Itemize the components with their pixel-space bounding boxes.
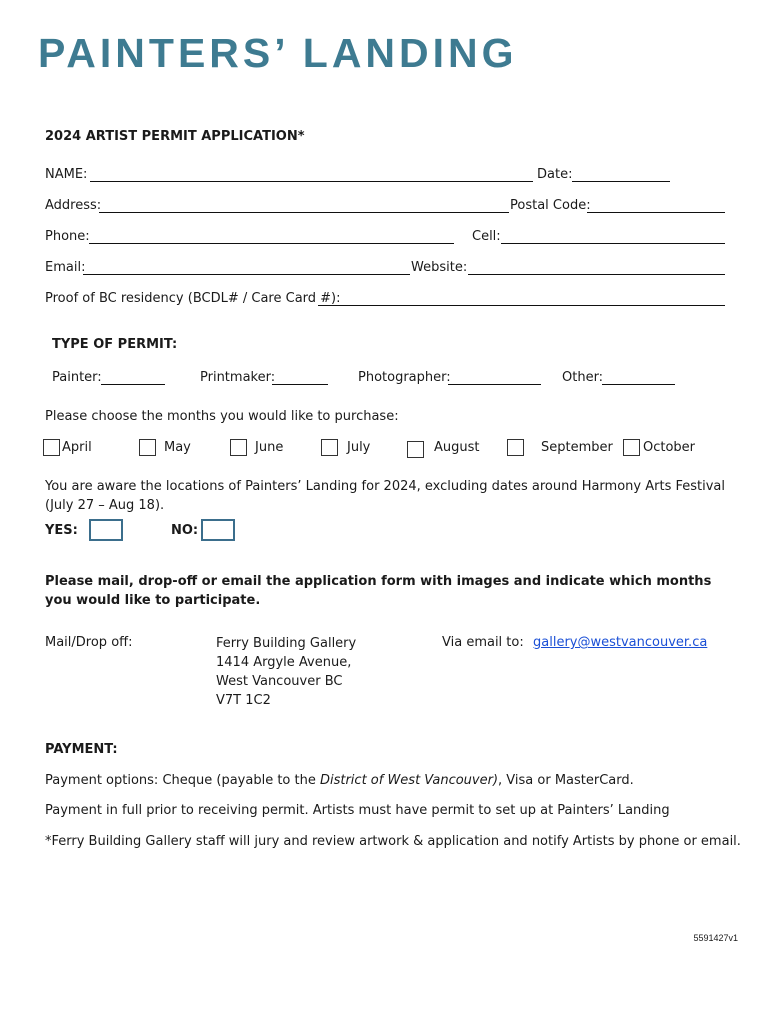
proof-residency-field[interactable] [318, 305, 725, 306]
date-label: Date: [537, 167, 573, 182]
address-field[interactable] [99, 212, 509, 213]
mailing-address [216, 634, 356, 710]
gallery-email-link[interactable]: gallery@westvancouver.ca [533, 635, 708, 650]
date-field[interactable] [572, 181, 670, 182]
address-line: V7T 1C2 [216, 693, 271, 708]
other-field[interactable] [602, 384, 675, 385]
email-to-label: Via email to: [442, 635, 524, 650]
printmaker-field[interactable] [272, 384, 328, 385]
payment-heading: PAYMENT: [45, 742, 118, 757]
june-checkbox[interactable] [230, 439, 247, 456]
payment-options [45, 773, 634, 789]
postal-code-field[interactable] [587, 212, 725, 213]
august-checkbox[interactable] [407, 441, 424, 458]
cell-label: Cell: [472, 229, 501, 244]
form-title: 2024 ARTIST PERMIT APPLICATION* [45, 129, 305, 144]
payment-options-text: Payment options: Cheque (payable to the [45, 773, 320, 788]
yes-checkbox[interactable] [89, 519, 123, 541]
yes-label: YES: [45, 523, 78, 538]
email-field[interactable] [83, 274, 410, 275]
payment-payee: District of West Vancouver) [319, 773, 499, 788]
april-checkbox[interactable] [43, 439, 60, 456]
october-label: October [643, 440, 696, 455]
address-line: 1414 Argyle Avenue, [216, 655, 352, 670]
no-checkbox[interactable] [201, 519, 235, 541]
address-line: West Vancouver BC [216, 674, 343, 689]
months-prompt: Please choose the months you would like to purchase: [45, 409, 399, 424]
address-line: Ferry Building Gallery [216, 636, 357, 651]
painter-label: Painter: [52, 370, 102, 385]
photographer-label: Photographer: [358, 370, 451, 385]
payment-full-note: Payment in full prior to receiving permit. Artists must have permit to set up at Painters’ Landing [45, 803, 670, 818]
may-label: May [164, 440, 191, 455]
email-label: Email: [45, 260, 86, 275]
name-field[interactable] [90, 181, 533, 182]
october-checkbox[interactable] [623, 439, 640, 456]
address-label: Address: [45, 198, 102, 213]
photographer-field[interactable] [448, 384, 541, 385]
july-checkbox[interactable] [321, 439, 338, 456]
phone-label: Phone: [45, 229, 90, 244]
permit-type-heading: TYPE OF PERMIT: [52, 337, 178, 352]
submission-instructions: Please mail, drop-off or email the application form with images and indicate which months you would like to participate. [45, 574, 712, 608]
printmaker-label: Printmaker: [200, 370, 276, 385]
logo: PAINTERS’ LANDING [38, 30, 518, 76]
phone-field[interactable] [89, 243, 454, 244]
website-label: Website: [411, 260, 468, 275]
no-label: NO: [171, 523, 199, 538]
june-label: June [255, 440, 284, 455]
document-version: 5591427v1 [693, 933, 738, 943]
september-checkbox[interactable] [507, 439, 524, 456]
jury-note: *Ferry Building Gallery staff will jury and review artwork & application and notify Artists by phone or email. [45, 834, 741, 849]
name-label: NAME: [45, 167, 88, 182]
postal-code-label: Postal Code: [510, 198, 591, 213]
awareness-statement: You are aware the locations of Painters’ Landing for 2024, excluding dates around Harmony Arts Festival (July 27 – Aug 18). [45, 479, 725, 513]
cell-field[interactable] [501, 243, 725, 244]
september-label: September [541, 440, 613, 455]
website-field[interactable] [468, 274, 725, 275]
painter-field[interactable] [101, 384, 165, 385]
proof-residency-label: Proof of BC residency (BCDL# / Care Card #): [45, 291, 341, 306]
april-label: April [62, 440, 92, 455]
july-label: July [347, 440, 371, 455]
mail-dropoff-label: Mail/Drop off: [45, 635, 133, 650]
may-checkbox[interactable] [139, 439, 156, 456]
august-label: August [434, 440, 480, 455]
other-label: Other: [562, 370, 604, 385]
payment-options-text: , Visa or MasterCard. [498, 773, 634, 788]
